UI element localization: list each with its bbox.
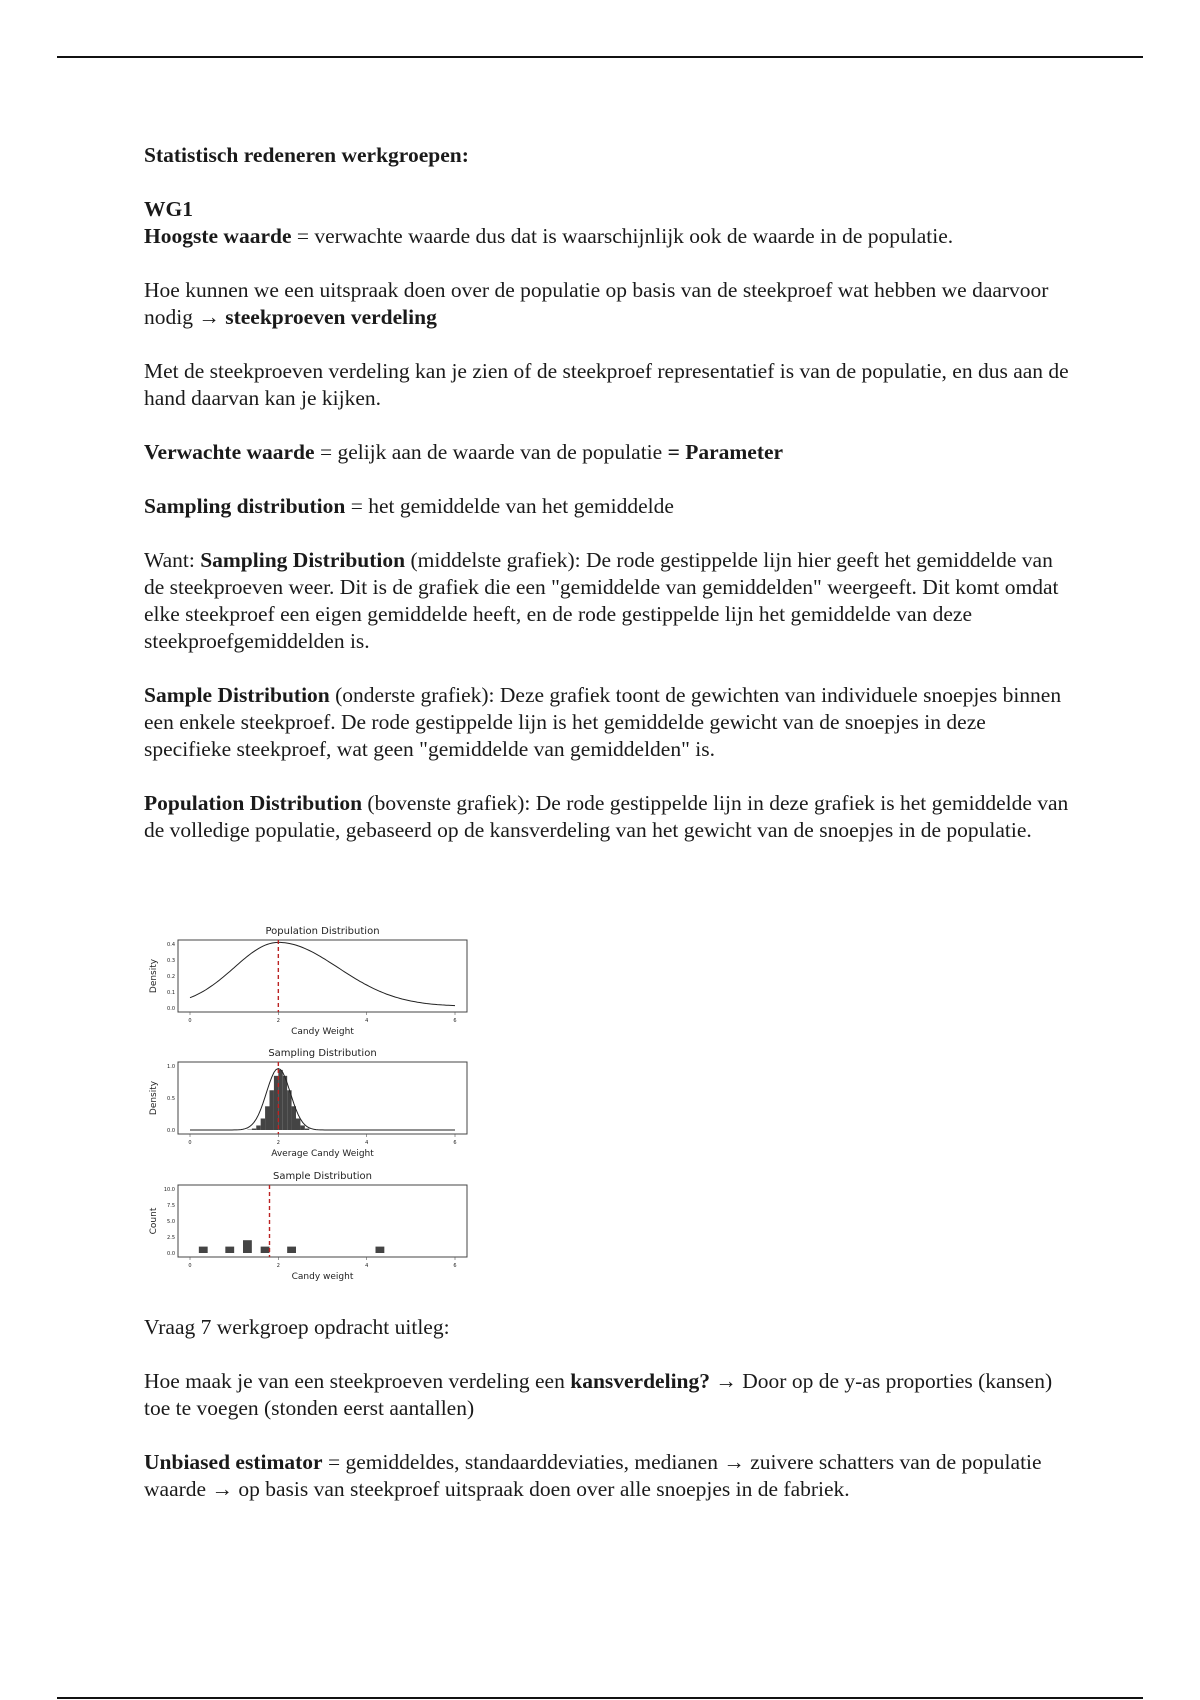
sampling-bar	[283, 1076, 287, 1130]
question-2: Hoe maak je van een steekproeven verdeling een kansverdeling? → Door op de y-as proporties (kansen) toe te voegen (stonden eerst aantallen)	[144, 1369, 1053, 1420]
y-tick-label: 0.0	[167, 1128, 175, 1134]
sampling-bar	[296, 1118, 300, 1130]
arrow-icon: →	[211, 1477, 233, 1501]
x-tick-label: 6	[453, 1018, 457, 1024]
x-tick-label: 6	[453, 1263, 457, 1269]
y-axis-label: Density	[149, 958, 159, 994]
chart-frame	[178, 1185, 467, 1257]
chart-title: Sampling Distribution	[268, 1048, 377, 1059]
arrow-icon: →	[715, 1369, 737, 1393]
y-tick-label: 0.4	[167, 942, 175, 948]
x-tick-label: 2	[276, 1263, 280, 1269]
x-tick-label: 4	[365, 1140, 369, 1146]
sampling-bar	[252, 1129, 256, 1130]
sampling-bar	[300, 1125, 304, 1130]
paragraph-5: Sampling distribution = het gemiddelde van het gemiddelde	[144, 494, 674, 518]
x-tick-label: 0	[188, 1140, 192, 1146]
x-tick-label: 4	[365, 1018, 369, 1024]
question-3: Unbiased estimator = gemiddeldes, standaarddeviaties, medianen → zuivere schatters van de populatie waarde → op basis van steekproef uitspraak doen over alle snoepjes in de fabriek.	[144, 1450, 1042, 1501]
y-axis-label: Density	[149, 1080, 159, 1116]
sample-bar	[287, 1247, 296, 1253]
arrow-icon: →	[198, 305, 220, 329]
x-tick-label: 4	[365, 1263, 369, 1269]
x-axis-label: Candy weight	[291, 1272, 354, 1282]
sampling-bar	[261, 1118, 265, 1130]
x-tick-label: 0	[188, 1263, 192, 1269]
y-tick-label: 0.2	[167, 974, 175, 980]
paragraph-3: Met de steekproeven verdeling kan je zien of de steekproef representatief is van de populatie, en dus aan de hand daarvan kan je kijken.	[144, 359, 1069, 410]
sample-bar	[225, 1247, 234, 1253]
question-1: Vraag 7 werkgroep opdracht uitleg:	[144, 1315, 450, 1339]
chart-frame	[178, 1062, 467, 1134]
arrow-icon: →	[723, 1450, 745, 1474]
paragraph-6: Want: Sampling Distribution (middelste grafiek): De rode gestippelde lijn hier geeft het gemiddelde van de steekproeven weer. Dit is de grafiek die een "gemiddelde van gemiddelden" weergeeft. Dit komt omdat elke steekproef een eigen gemiddelde heeft, en de rode gestippelde lijn het gemiddelde van deze steekproefgemiddelden is.	[144, 548, 1059, 653]
sampling-density-curve	[190, 1069, 455, 1131]
chart-title: Population Distribution	[265, 926, 380, 937]
x-tick-label: 6	[453, 1140, 457, 1146]
paragraph-8: Population Distribution (bovenste grafiek): De rode gestippelde lijn in deze grafiek is het gemiddelde van de volledige populatie, gebaseerd op de kansverdeling van het gewicht van de snoepjes in de populatie.	[144, 791, 1069, 842]
sampling-bar	[305, 1129, 309, 1130]
x-axis-label: Average Candy Weight	[271, 1149, 374, 1159]
paragraph-4: Verwachte waarde = gelijk aan de waarde van de populatie = Parameter	[144, 440, 784, 464]
sampling-bar	[256, 1125, 260, 1130]
top-rule	[57, 56, 1143, 58]
heading: Statistisch redeneren werkgroepen:	[144, 143, 469, 167]
chart-title: Sample Distribution	[272, 1171, 373, 1182]
distribution-figure	[144, 920, 474, 1290]
chart-frame	[178, 940, 467, 1012]
sample-bar	[243, 1240, 252, 1253]
sampling-bar	[270, 1090, 274, 1130]
figure-svg	[144, 920, 474, 1290]
x-axis-label: Candy Weight	[291, 1027, 354, 1037]
x-tick-label: 2	[276, 1018, 280, 1024]
y-tick-label: 0.5	[167, 1096, 175, 1102]
y-tick-label: 1.0	[167, 1064, 175, 1070]
paragraph-1: Hoogste waarde = verwachte waarde dus dat is waarschijnlijk ook de waarde in de populatie.	[144, 224, 954, 248]
questions-section	[144, 1314, 1074, 1530]
x-tick-label: 2	[276, 1140, 280, 1146]
y-tick-label: 7.5	[167, 1203, 175, 1209]
sample-bar	[199, 1247, 208, 1253]
y-tick-label: 0.0	[167, 1251, 175, 1257]
y-tick-label: 0.1	[167, 990, 175, 996]
y-tick-label: 2.5	[167, 1235, 175, 1241]
document-body	[144, 142, 1074, 871]
y-tick-label: 10.0	[163, 1187, 175, 1193]
y-tick-label: 5.0	[167, 1219, 175, 1225]
y-tick-label: 0.0	[167, 1006, 175, 1012]
paragraph-2: Hoe kunnen we een uitspraak doen over de populatie op basis van de steekproef wat hebben we daarvoor nodig → steekproeven verdeling	[144, 278, 1049, 329]
x-tick-label: 0	[188, 1018, 192, 1024]
sampling-bar	[265, 1106, 269, 1130]
y-axis-label: Count	[149, 1207, 159, 1235]
bottom-rule	[57, 1697, 1143, 1699]
paragraph-7: Sample Distribution (onderste grafiek): Deze grafiek toont de gewichten van individuele snoepjes binnen een enkele steekproef. De rode gestippelde lijn is het gemiddelde gewicht van de snoepjes in deze specifieke steekproef, wat geen "gemiddelde van gemiddelden" is.	[144, 683, 1062, 761]
population-density-curve	[190, 942, 455, 1005]
sample-bar	[261, 1247, 270, 1253]
sampling-bar	[292, 1106, 296, 1130]
y-tick-label: 0.3	[167, 958, 175, 964]
sample-bar	[376, 1247, 385, 1253]
wg-label: WG1	[144, 197, 193, 221]
